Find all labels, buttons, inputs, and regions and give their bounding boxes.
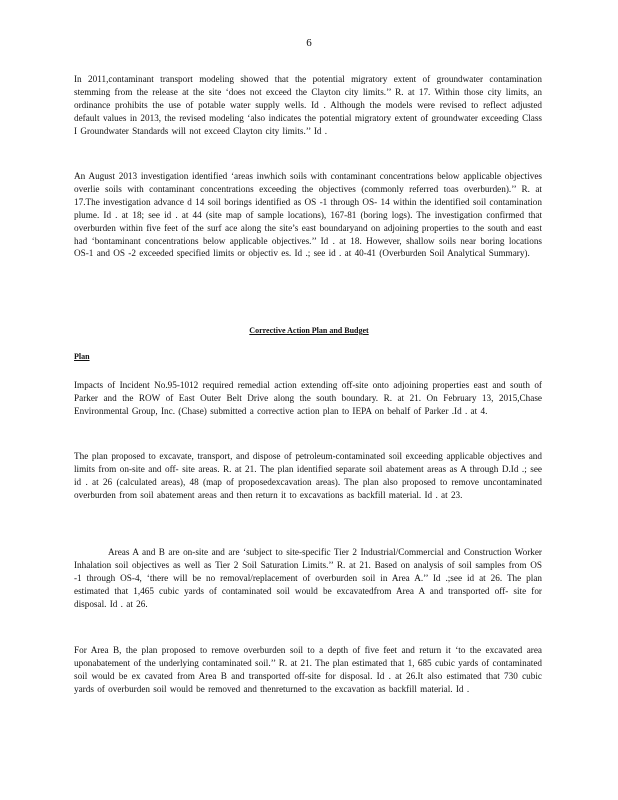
paragraph-areas-a-b: Areas A and B are on-site and are ‘subject to site-specific Tier 2 Industrial/Commercial and Construction Worker Inhalation soil objectives as well as Tier 2 Soil Saturation Limits.’’ R. at 21. Based on analysis of soil samples from OS -1 through OS-4, ‘there will be no removal/replacement of overburden soil in Area A.’’ Id .;see id at 26. The plan estimated that 1,465 cubic yards of contaminated soil would be excavatedfrom Area A and transported off- site for disposal. Id . at 26. — [74, 547, 542, 609]
subheading-text: Plan — [74, 352, 90, 361]
paragraph-2011-modeling: In 2011,contaminant transport modeling showed that the potential migratory extent of groundwater contamination stemming from the release at the site ‘does not exceed the Clayton city limits.’’ R. at 17. Within those city limits, an ordinance prohibits the use of potable water supply wells. Id . Although the models were revised to reflect adjusted default values in 2013, the revised modeling ‘also indicates the potential migratory extent of groundwater exceeding Class I Groundwater Standards will not exceed Clayton city limits.’’ Id . — [74, 74, 542, 136]
paragraph-august-2013-investigation: An August 2013 investigation identified ‘areas inwhich soils with contaminant concentrations below applicable objectives overlie soils with contaminant concentrations exceeding the objectives (commonly referred toas overburden).’’ R. at 17.The investigation advance d 14 soil borings identified as OS -1 through OS- 14 within the identified soil contamination plume. Id . at 18; see id . at 44 (site map of sample locations), 167-81 (boring logs). The investigation confirmed that overburden within five feet of the surf ace along the site’s east boundaryand on adjoining properties to the south and east had ‘bontaminant concentrations below applicable objectives.’’ Id . at 18. However, shallow soils near boring locations OS-1 and OS -2 exceeded specified limits or objectiv es. Id .; see id . at 40-41 (Overburden Soil Analytical Summary). — [74, 171, 542, 259]
section-heading-text: Corrective Action Plan and Budget — [249, 326, 369, 335]
paragraph-plan-proposed: The plan proposed to excavate, transport, and dispose of petroleum-contaminated soil exceeding applicable objectives and limits from on-site and off- site areas. R. at 21. The plan identified separate soil abatement areas as A through D.Id .; see id . at 26 (calculated areas), 48 (map of proposedexcavation areas). The plan also proposed to remove uncontaminated overburden from soil abatement areas and then return it to excavations as backfill material. Id . at 23. — [74, 451, 542, 500]
section-heading — [0, 326, 618, 335]
page-number: 6 — [306, 37, 312, 49]
paragraph-impacts: Impacts of Incident No.95-1012 required remedial action extending off-site onto adjoining properties east and south of Parker and the ROW of East Outer Belt Drive along the south boundary. R. at 21. On February 13, 2015,Chase Environmental Group, Inc. (Chase) submitted a corrective action plan to IEPA on behalf of Parker .Id . at 4. — [74, 380, 542, 416]
paragraph-area-b: For Area B, the plan proposed to remove overburden soil to a depth of five feet and return it ‘to the excavated area uponabatement of the underlying contaminated soil.’’ R. at 21. The plan estimated that 1, 685 cubic yards of contaminated soil would be ex cavated from Area B and transported off-site for disposal. Id . at 26.It also estimated that 730 cubic yards of overburden soil would be removed and thenreturned to the excavation as backfill material. Id . — [74, 645, 542, 694]
subheading — [74, 352, 90, 361]
